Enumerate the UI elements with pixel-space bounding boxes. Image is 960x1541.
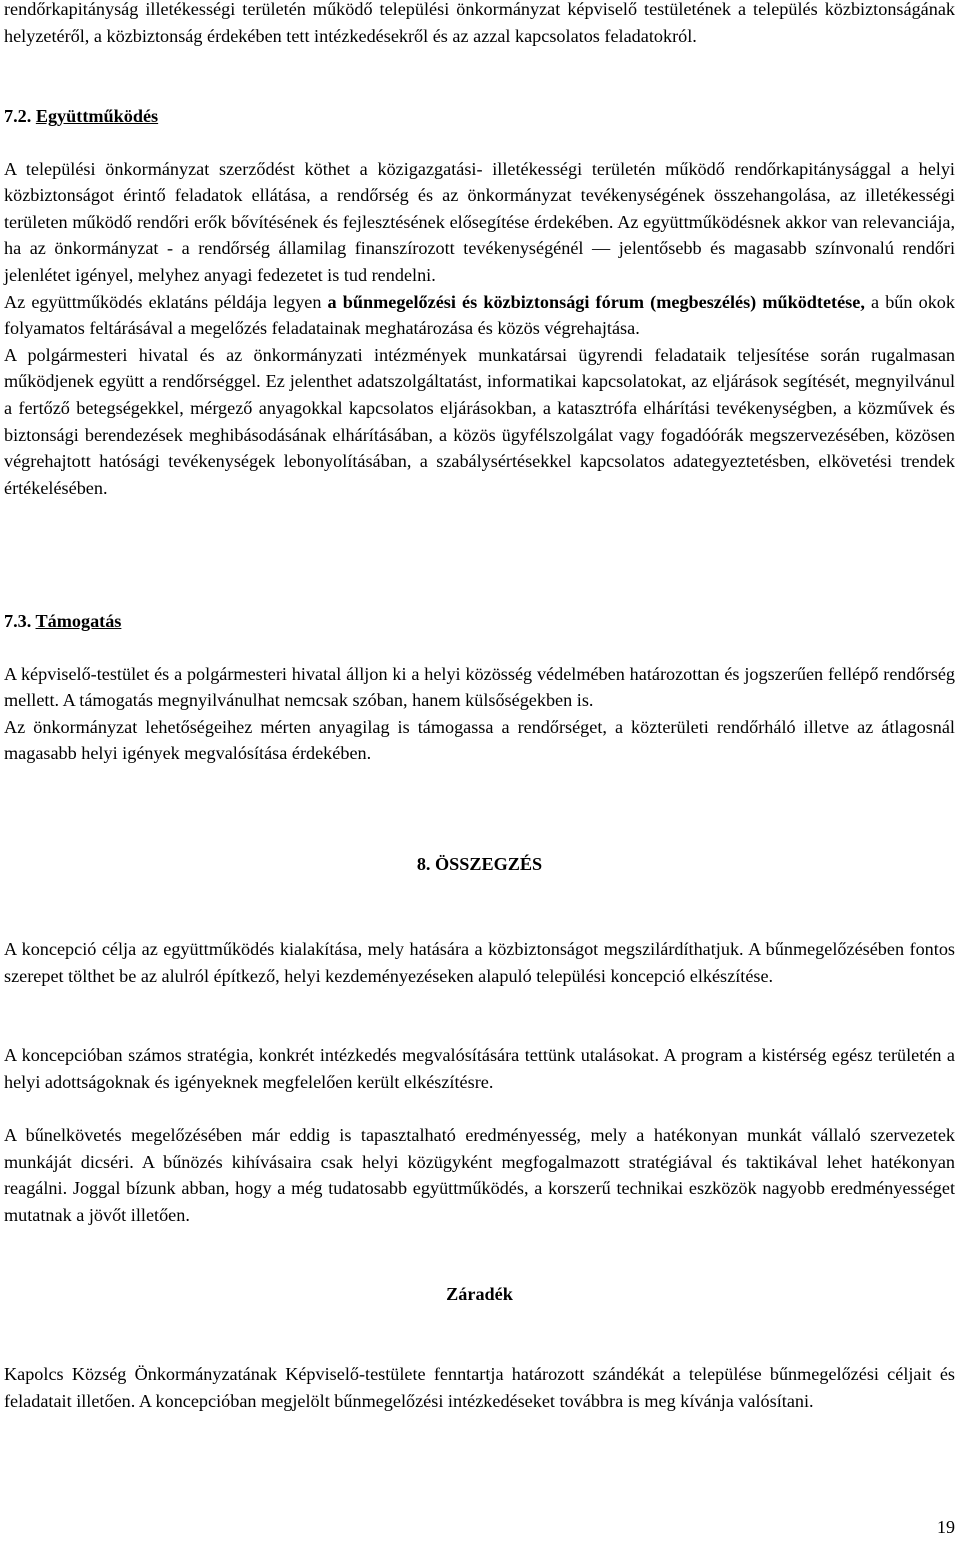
section-8-paragraph-1: A koncepció célja az együttműködés kialakítása, mely hatására a közbiztonságot megszilárdíthatjuk. A bűnmegelőzésében fontos szerepet tölthet be az alulról építkező, helyi kezdeményezéseken alapuló települési koncepció elkészítése.: [4, 939, 955, 986]
section-7-3-paragraph-2: Az önkormányzat lehetőségeihez mérten anyagilag is támogassa a rendőrséget, a közterületi rendőrháló illetve az átlagosnál magasabb helyi igények megvalósítása érdekében.: [4, 716, 955, 764]
section-7-3-number: 7.3.: [4, 611, 32, 631]
section-7-2: [4, 103, 955, 501]
zaradek-heading: [4, 1281, 955, 1308]
section-7-2-heading: [4, 103, 955, 130]
section-7-2-paragraph-2: [4, 289, 955, 342]
p2-pre: Az együttműködés eklatáns példája legyen: [4, 291, 328, 312]
page-number: 19: [937, 1517, 955, 1537]
section-8-paragraph-3: A bűnelkövetés megelőzésében már eddig is tapasztalható eredményesség, mely a hatékonyan munkát vállaló szervezetek munkáját dicséri. A bűnözés kihívásaira csak helyi közügyként megfogalmazott stratégiával és taktikával lehet hatékonyan reagálni. Joggal bízunk abban, hogy a még tudatosabb együttműködés, a korszerű technikai eszközök nagyobb eredményességet mutatnak a jövőt illetően.: [4, 1125, 955, 1225]
section-7-2-title: Együttműködés: [35, 106, 159, 126]
section-7-3-title: Támogatás: [35, 611, 122, 631]
section-7-2-paragraph-3: A polgármesteri hivatal és az önkormányzati intézmények munkatársai ügyrendi feladataik teljesítése során rugalmasan működjenek együtt a rendőrséggel. Ez jelenthet adatszolgáltatást, informatikai kapcsolatokat, az eljárások segítését, megnyilvánul a fertőző betegségekkel, mérgező anyagokkal kapcsolatos eljárásokban, a katasztrófa elhárítási tevékenységben, a közművek és biztonsági berendezések meghibásodásának elhárításában, a közös ügyfélszolgálat vagy fogadóórák megszervezésében, közösen végrehajtott hatósági tevékenységek lebonyolításában, a szabálysértésekkel kapcsolatos adategyeztetésben, elkövetési trendek értékelésében.: [4, 344, 955, 498]
forum-highlight: a bűnmegelőzési és közbiztonsági fórum (megbeszélés) működtetése,: [327, 291, 865, 312]
section-7-3-paragraph-1: A képviselő-testület és a polgármesteri hivatal álljon ki a helyi közösség védelmében határozottan és jogszerűen fellépő rendőrség mellett. A támogatás megnyilvánulhat nemcsak szóban, hanem külsőségekben is.: [4, 663, 955, 711]
section-7-3: [4, 608, 955, 767]
zaradek-paragraph: Kapolcs Község Önkormányzatának Képviselő-testülete fenntartja határozott szándékát a települése bűnmegelőzési céljait és feladatait illetően. A koncepcióban megjelölt bűnmegelőzési intézkedéseket továbbra is meg kívánja valósítani.: [4, 1364, 955, 1411]
intro-paragraph: rendőrkapitányság illetékességi területén működő települési önkormányzat képviselő testületének a település közbiztonságának helyzetéről, a közbiztonság érdekében tett intézkedésekről és az azzal kapcsolatos feladatokról.: [4, 0, 955, 46]
section-8-paragraph-2: A koncepcióban számos stratégia, konkrét intézkedés megvalósítására tettünk utalásokat. A program a kistérség egész területén a helyi adottságoknak és igényeknek megfelelően került elkészítésre.: [4, 1045, 955, 1092]
section-7-2-number: 7.2.: [4, 106, 32, 126]
section-7-2-paragraph-1: A települési önkormányzat szerződést köthet a közigazgatási- illetékességi területén működő rendőrkapitánysággal a helyi közbiztonságot érintő feladatok ellátása, a rendőrség és az önkormányzat tevékenységének összehangolása, az illetékességi területen működő rendőri erők bővítésének és fejlesztésének elősegítése érdekében. Az együttműködésnek akkor van relevanciája, ha az önkormányzat - a rendőrség államilag finanszírozott tevékenységénél — jelentősebb és magasabb színvonalú rendőri jelenlétet igényel, melyhez anyagi fedezetet is tud rendelni.: [4, 158, 955, 285]
zaradek-title: Záradék: [446, 1284, 513, 1304]
section-8-heading: 8. ÖSSZEGZÉS: [416, 854, 543, 874]
section-7-3-heading: [4, 608, 955, 635]
p2-post: a bűn okok folyamatos feltárásával a megelőzés feladatainak meghatározása és közös végrehajtása.: [4, 291, 955, 339]
